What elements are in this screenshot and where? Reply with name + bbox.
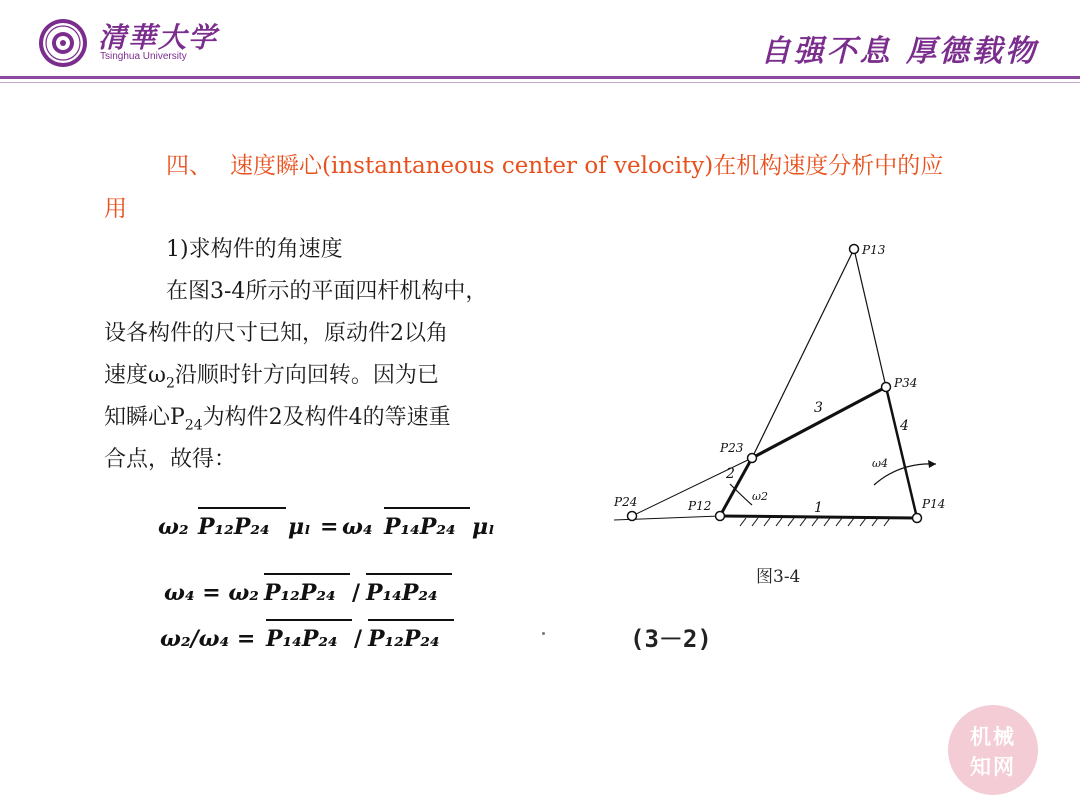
extension-line-p34-p13 [854, 249, 886, 387]
eq1-omega-right: ω₄ [342, 514, 373, 540]
equation-number: (3－2) [630, 625, 712, 653]
joint-p13 [850, 245, 859, 254]
label-link-2: 2 [726, 466, 735, 482]
label-link-1: 1 [814, 500, 823, 516]
university-name-en: Tsinghua University [100, 51, 187, 62]
eq1-mu-left: μₗ [288, 514, 311, 540]
link-4 [886, 387, 917, 518]
joint-p34 [882, 383, 891, 392]
eq1-mu-right: μₗ [472, 514, 495, 540]
eq1-segment-right: P₁₄P₂₄ [384, 514, 456, 540]
link-3 [752, 387, 886, 458]
paragraph-line-3: 速度$\omega_2$沿顺时针方向回转。因为已 [104, 363, 439, 392]
paragraph-line-2: 设各构件的尺寸已知，原动件2以角 [104, 321, 448, 346]
label-p24: P24 [614, 495, 638, 509]
label-p12: P12 [688, 499, 712, 513]
section-title: 速度瞬心(instantaneous center of velocity)在机构速度分析中的应 [230, 153, 944, 179]
equation-1 [158, 508, 495, 540]
tsinghua-seal-icon [38, 18, 88, 68]
label-omega4: ω4 [872, 457, 888, 470]
joint-p23 [748, 454, 757, 463]
eq3-slash: / [354, 626, 363, 652]
label-omega2: ω2 [752, 490, 768, 503]
equation-2 [164, 574, 452, 606]
section-number: 四、 [166, 153, 212, 179]
joint-p12 [716, 512, 725, 521]
speck [542, 632, 545, 635]
university-motto: 自强不息 厚德载物 [760, 34, 1038, 69]
eq3-numerator: P₁₄P₂₄ [266, 626, 338, 652]
paragraph-line-5: 合点，故得： [104, 447, 237, 472]
slide-header [0, 0, 1080, 86]
label-link-3: 3 [814, 400, 823, 416]
section-title-continuation: 用 [104, 196, 127, 222]
joint-p14 [913, 514, 922, 523]
section-heading [104, 145, 984, 231]
eq2-numerator: P₁₂P₂₄ [264, 580, 336, 606]
joint-p24 [628, 512, 637, 521]
four-bar-linkage-figure [590, 230, 970, 560]
eq2-lhs: ω₄ = ω₂ [164, 580, 259, 606]
equation-3 [160, 620, 454, 652]
eq1-equals: = [320, 514, 339, 540]
university-name-cn: 清華大学 [98, 21, 219, 54]
label-p14: P14 [922, 497, 946, 511]
watermark-logo [948, 705, 1038, 795]
eq2-denominator: P₁₄P₂₄ [366, 580, 438, 606]
label-p23: P23 [720, 441, 744, 455]
eq3-lhs: ω₂/ω₄ = [160, 626, 256, 652]
label-link-4: 4 [900, 418, 909, 434]
link-1 [720, 516, 917, 518]
figure-caption: 图3-4 [756, 567, 801, 587]
omega4-arrowhead [928, 460, 936, 468]
link-2 [720, 458, 752, 516]
equation-block [158, 496, 558, 666]
ground-hatching [740, 518, 890, 526]
eq1-omega-left: ω₂ [158, 514, 189, 540]
eq3-denominator: P₁₂P₂₄ [368, 626, 440, 652]
paragraph-line-4: 知瞬心$P_{24}$为构件2及构件4的等速重 [104, 405, 451, 434]
header-divider-thin [0, 82, 1080, 83]
eq1-segment-left: P₁₂P₂₄ [198, 514, 270, 540]
extension-line-p23-p13 [752, 249, 854, 458]
paragraph-line-1: 在图3-4所示的平面四杆机构中， [166, 279, 488, 304]
watermark-line-2: 知网 [970, 755, 1016, 779]
header-divider [0, 76, 1080, 79]
watermark-line-1: 机械 [970, 725, 1016, 749]
label-p34: P34 [894, 376, 918, 390]
subheading: 1)求构件的角速度 [166, 237, 343, 262]
label-p13: P13 [862, 243, 886, 257]
eq2-slash: / [352, 580, 361, 606]
